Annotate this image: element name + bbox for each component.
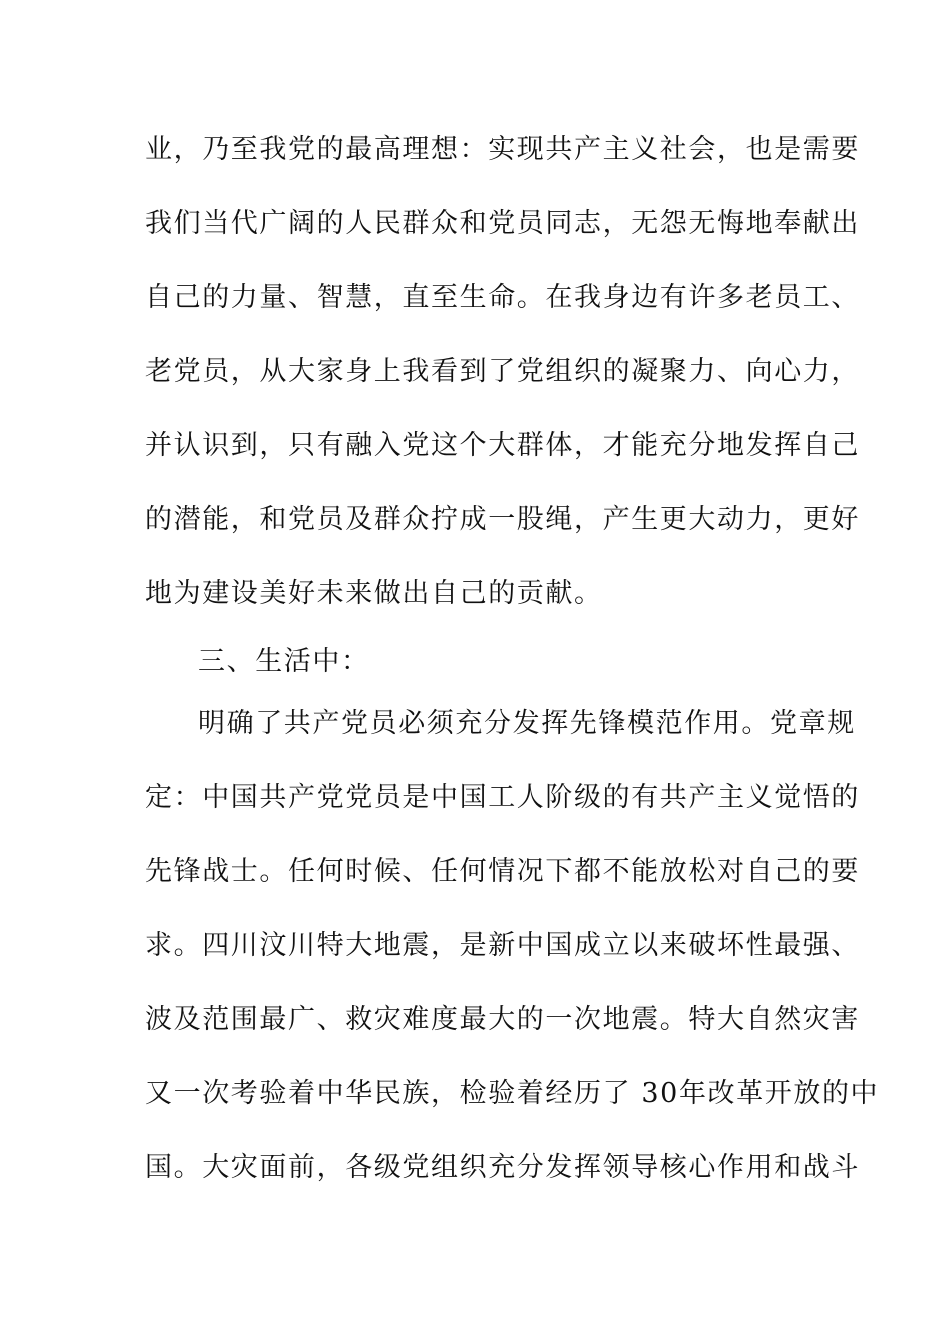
text-line-1: 业，乃至我党的最高理想：实现共产主义社会，也是需要 xyxy=(145,134,860,165)
text-line-14: 又一次考验着中华民族，检验着经历了 30年改革开放的中 xyxy=(145,1078,880,1109)
section-heading: 三、生活中： xyxy=(198,646,370,677)
text-line-10: 定：中国共产党党员是中国工人阶级的有共产主义觉悟的 xyxy=(145,782,860,813)
text-line-13: 波及范围最广、救灾难度最大的一次地震。特大自然灾害 xyxy=(145,1004,860,1035)
text-line-3: 自己的力量、智慧，直至生命。在我身边有许多老员工、 xyxy=(145,282,860,313)
text-line-11: 先锋战士。任何时候、任何情况下都不能放松对自己的要 xyxy=(145,856,860,887)
text-line-6: 的潜能，和党员及群众拧成一股绳，产生更大动力，更好 xyxy=(145,504,860,535)
text-line-5: 并认识到，只有融入党这个大群体，才能充分地发挥自己 xyxy=(145,430,860,461)
text-line-4: 老党员，从大家身上我看到了党组织的凝聚力、向心力， xyxy=(145,356,860,387)
text-line-12: 求。四川汶川特大地震，是新中国成立以来破坏性最强、 xyxy=(145,930,860,961)
text-line-15: 国。大灾面前，各级党组织充分发挥领导核心作用和战斗 xyxy=(145,1152,860,1183)
text-line-7: 地为建设美好未来做出自己的贡献。 xyxy=(145,578,603,609)
text-line-9: 明确了共产党员必须充分发挥先锋模范作用。党章规 xyxy=(198,708,856,739)
text-line-2: 我们当代广阔的人民群众和党员同志，无怨无悔地奉献出 xyxy=(145,208,860,239)
